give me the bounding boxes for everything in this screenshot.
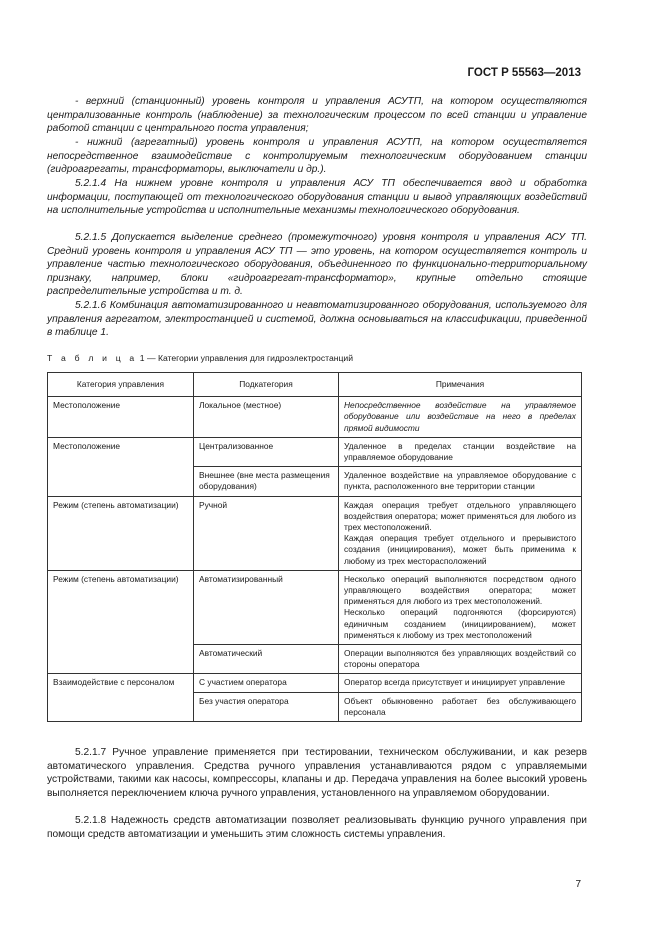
paragraph: 5.2.1.7 Ручное управление применяется при тестировании, техническом обслуживании, и как резерв автоматического управления. Средства ручного управления устанавливаются рядом с управляемыми устройствами, такими как насосы, компрессоры, клапаны и др. Передача управления на более высокий уровень выполняется переключением ключа ручного управления, установленного на управляемом оборудовании. [47, 747, 587, 799]
table-cell: Внешнее (вне места размещения оборудования) [194, 467, 339, 496]
column-header: Категория управления [48, 373, 194, 397]
table-caption-prefix: Т а б л и ц а [47, 353, 138, 363]
paragraph: 5.2.1.6 Комбинация автоматизированного и неавтоматизированного оборудования, используемого для управления агрегатом, электростанцией и системой, должна основываться на классификации, приведенной в таблице 1. [47, 300, 587, 339]
table-cell: Местоположение [48, 397, 194, 438]
table-cell: Режим (степень автоматизации) [48, 496, 194, 570]
paragraph: 5.2.1.4 На нижнем уровне контроля и управления АСУ ТП обеспечивается ввод и обработка информации, поступающей от технологического оборудования станции и вывод управляющих воздействий на исполнительные устройства и исполнительные механизмы технологического оборудования. [47, 178, 587, 217]
table-cell: Местоположение [48, 437, 194, 496]
table-cell: Централизованное [194, 437, 339, 466]
table-cell: Режим (степень автоматизации) [48, 570, 194, 674]
table-cell: Несколько операций выполняются посредством одного управляющего воздействия оператора; может применяться для любого из трех местоположений. Несколько операций подгоняются (форсируются) единичным созданием (инициированием), может применяться к любому из трех местоположений [339, 570, 582, 644]
table-cell: Удаленное в пределах станции воздействие на управляемое оборудование [339, 437, 582, 466]
table-cell: Оператор всегда присутствует и инициирует управление [339, 674, 582, 692]
table-row [48, 437, 582, 466]
control-categories-table [47, 372, 582, 722]
table-cell: Автоматизированный [194, 570, 339, 644]
column-header: Подкатегория [194, 373, 339, 397]
table-cell: Локальное (местное) [194, 397, 339, 438]
table-caption-text: 1 — Категории управления для гидроэлектростанций [137, 353, 354, 363]
page-number: 7 [575, 879, 581, 890]
paragraph: - верхний (станционный) уровень контроля и управления АСУТП, на котором осуществляются централизованные контроль (наблюдение) за технологическим процессом по всей станции и управление работой станции с центрального поста управления; [47, 96, 587, 135]
table-row [48, 570, 582, 644]
table-cell: Автоматический [194, 645, 339, 674]
table-cell: Ручной [194, 496, 339, 570]
table-cell: Без участия оператора [194, 692, 339, 721]
document-header: ГОСТ Р 55563—2013 [467, 67, 581, 79]
table-row [48, 674, 582, 692]
table-caption [47, 353, 353, 363]
table-row [48, 397, 582, 438]
column-header: Примечания [339, 373, 582, 397]
paragraph: - нижний (агрегатный) уровень контроля и управления АСУТП, на котором осуществляется непосредственное взаимодействие с контролируемым технологическим оборудованием станции (гидроагрегаты, трансформаторы, выключатели и др.). [47, 137, 587, 176]
table-cell: Удаленное воздействие на управляемое оборудование с пункта, расположенного вне территории станции [339, 467, 582, 496]
table-cell: Непосредственное воздействие на управляемое оборудование или воздействие на него в пределах прямой видимости [339, 397, 582, 438]
paragraph: 5.2.1.5 Допускается выделение среднего (промежуточного) уровня контроля и управления АСУ ТП. Средний уровень контроля и управления АСУ ТП — это уровень, на котором осуществляется контроль и управление частью технологического оборудования, объединенного по функционально-территориальному признаку, например, блоки «гидроагрегат-трансформатор», крупные отдельно стоящие распределительные устройства и т. д. [47, 232, 587, 298]
table-cell: Операции выполняются без управляющих воздействий со стороны оператора [339, 645, 582, 674]
paragraph: 5.2.1.8 Надежность средств автоматизации позволяет реализовывать функцию ручного управления при помощи средств автоматизации и уменьшить этим сложность системы управления. [47, 815, 587, 840]
table-cell: С участием оператора [194, 674, 339, 692]
table-cell: Взаимодействие с персоналом [48, 674, 194, 722]
table-cell: Объект обыкновенно работает без обслуживающего персонала [339, 692, 582, 721]
table-header-row [48, 373, 582, 397]
table-cell: Каждая операция требует отдельного управляющего воздействия оператора; может применяться для любого из трех местоположений. Каждая операция требует отдельного и прерывистого создания (инициирования), может быть применима к любому из трех месторасположений [339, 496, 582, 570]
table-row [48, 496, 582, 570]
